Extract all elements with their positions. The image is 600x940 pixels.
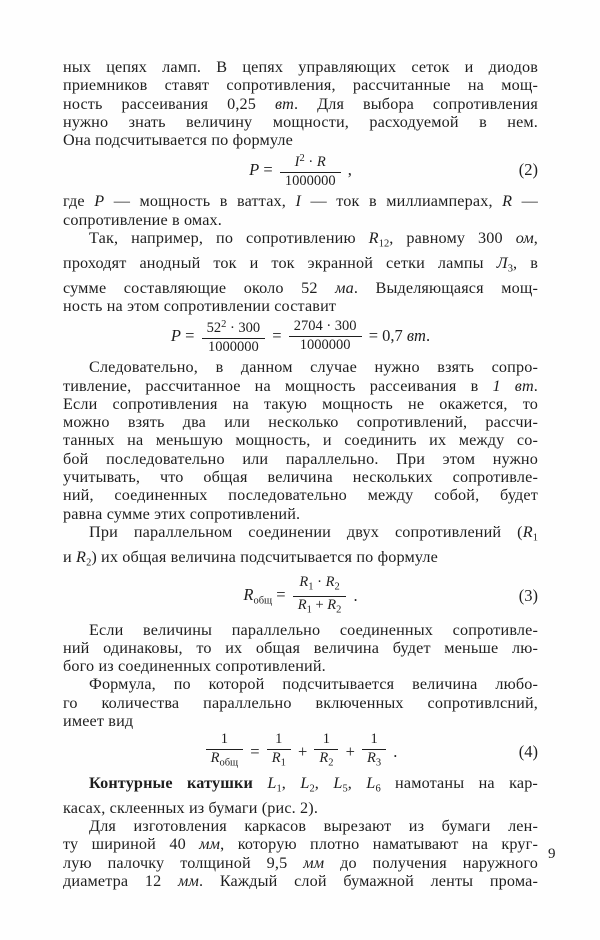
- italic-text: вт: [406, 326, 426, 346]
- formula-segment: [268, 326, 286, 346]
- italic-text: R: [297, 596, 307, 613]
- text: Для изготовления каркасов вырезают из бумаги лен-: [89, 816, 538, 835]
- subscript: общ: [253, 595, 273, 607]
- text: 1000000: [207, 338, 259, 355]
- italic-text: ом: [515, 229, 534, 248]
- italic-text: L: [333, 773, 343, 792]
- text: тивление, рассчитанное на мощность рассеивания в: [63, 376, 493, 395]
- text: намотаны на кар-: [380, 773, 538, 792]
- text-line: [63, 468, 538, 486]
- italic-text: R: [243, 585, 254, 605]
- text-line: [63, 712, 538, 730]
- subscript: 1: [280, 757, 286, 769]
- text: . Каждый слой бумажной ленты прома-: [198, 871, 538, 890]
- text: ность на этом сопротивлении составит: [63, 296, 337, 315]
- text-line: [63, 639, 538, 657]
- text: ность рассеивания 0,25: [63, 94, 275, 113]
- subscript: общ: [219, 757, 239, 769]
- text: +: [341, 741, 360, 761]
- fraction: [202, 317, 266, 355]
- text-line: [63, 254, 538, 279]
- subscript: 5: [342, 783, 348, 795]
- subscript: 12: [378, 238, 390, 250]
- subscript: 2: [309, 783, 315, 795]
- text: Формула, по которой подсчитывается величина любо-: [89, 675, 538, 694]
- subscript: 6: [375, 783, 381, 795]
- text: Если величины параллельно соединенных сопротивле-: [89, 620, 538, 639]
- text: и: [63, 547, 77, 566]
- fraction: [267, 732, 291, 771]
- text: ных цепях ламп. В цепях управляющих сеток и диодов: [63, 58, 538, 76]
- text-line: [63, 395, 538, 413]
- text: =: [259, 160, 277, 180]
- text-line: [63, 835, 538, 853]
- text-line: [63, 131, 538, 149]
- formula-segment: [246, 742, 264, 762]
- paragraph: [63, 523, 538, 573]
- text: +: [293, 741, 312, 761]
- text-line: [63, 211, 538, 229]
- paragraph: [63, 675, 538, 730]
- equation-number: (4): [518, 741, 538, 761]
- text: =: [272, 585, 290, 605]
- text: 1: [370, 731, 378, 748]
- fraction-numerator: [202, 317, 266, 339]
- text: ,: [343, 160, 352, 180]
- italic-text: мм: [303, 853, 325, 872]
- text: ний, соединенных последовательно между собой, будет: [63, 486, 538, 505]
- formula-segment: [294, 742, 312, 762]
- text-line: [63, 113, 538, 131]
- subscript: 2: [328, 757, 334, 769]
- text: ,: [314, 773, 334, 792]
- text: можно взять два или несколько сопротивлений, рассчи-: [63, 413, 538, 432]
- formula-segment: [249, 160, 277, 180]
- text: Если сопротивления на такую мощность не окажется, то: [63, 394, 538, 413]
- fraction: [289, 319, 362, 353]
- text: .: [533, 376, 538, 395]
- text: сопротивление в омах.: [63, 210, 222, 229]
- italic-text: R: [299, 573, 309, 590]
- text: проходят анодный ток и ток экранной сетки лампы: [63, 253, 497, 272]
- text: Она подсчитывается по формуле: [63, 131, 293, 150]
- text: го количества параллельно включенных сопротивлсний,: [63, 693, 538, 712]
- formula: [63, 317, 538, 355]
- text-line: [63, 358, 538, 376]
- formula-segment: [344, 160, 352, 180]
- text-line: [63, 76, 538, 94]
- italic-text: R: [316, 154, 326, 171]
- text-line: [63, 279, 538, 297]
- fraction-denominator: [206, 750, 244, 771]
- fraction-numerator: [314, 732, 338, 750]
- text: 1: [322, 731, 331, 748]
- formula: [63, 732, 538, 771]
- text-line: [63, 297, 538, 315]
- paragraph: [63, 229, 538, 315]
- text: = 0,7: [364, 326, 407, 346]
- equation-number: (3): [518, 586, 538, 606]
- text: . Выделяющаяся мощ-: [353, 278, 539, 297]
- text: +: [311, 596, 328, 613]
- italic-text: I: [294, 154, 300, 171]
- fraction-numerator: [280, 151, 341, 173]
- italic-text: L: [267, 773, 277, 792]
- italic-text: Л: [496, 253, 508, 272]
- fraction-denominator: [289, 337, 362, 354]
- superscript: 2: [221, 319, 227, 331]
- subscript: 3: [507, 263, 514, 275]
- subscript: 1: [532, 532, 538, 544]
- fraction-denominator: [267, 750, 291, 771]
- fraction-denominator: [293, 597, 347, 618]
- fraction-numerator: [289, 319, 362, 337]
- text: Следовательно, в данном случае нужно взять сопро-: [89, 358, 538, 377]
- italic-text: R: [325, 573, 335, 590]
- text-line: [63, 694, 538, 712]
- italic-text: R: [210, 749, 220, 766]
- text: .: [389, 741, 398, 761]
- text: ·: [304, 154, 317, 171]
- paragraph: [63, 817, 538, 890]
- text-line: [63, 192, 538, 210]
- text: — мощность в ваттах,: [104, 192, 296, 211]
- fraction-denominator: [280, 173, 341, 190]
- formula: [63, 575, 538, 618]
- text: 52: [206, 320, 222, 337]
- text: , которую плотно наматывают на круг-: [220, 835, 538, 854]
- fraction: [293, 575, 347, 618]
- text: , равному 300: [389, 229, 516, 248]
- text: . Для выбора сопротивления: [293, 94, 538, 113]
- fraction-denominator: [314, 750, 338, 771]
- text-line: [63, 377, 538, 395]
- fraction-numerator: [293, 575, 347, 597]
- text: диаметра 12: [63, 871, 179, 890]
- text: ·: [313, 573, 326, 590]
- text-line: [63, 854, 538, 872]
- text-line: [63, 523, 538, 548]
- formula-body: [249, 151, 352, 189]
- text: нужно знать величину мощности, расходуемой в нем.: [63, 112, 538, 131]
- text-line: [63, 774, 538, 799]
- italic-text: R: [319, 749, 329, 766]
- subscript: 1: [276, 783, 282, 795]
- fraction-numerator: [206, 732, 244, 750]
- subscript: 2: [336, 604, 342, 616]
- fraction: [280, 151, 341, 189]
- italic-text: P: [249, 160, 260, 180]
- paragraph: [63, 358, 538, 523]
- text: .: [425, 326, 431, 346]
- italic-text: ма: [335, 278, 354, 297]
- text: ний одинаковы, то их общая величина будет меньше лю-: [63, 638, 538, 657]
- superscript: 2: [299, 153, 305, 165]
- text: учитывать, что общая величина нескольких сопротивле-: [63, 468, 538, 487]
- text: 1: [220, 731, 228, 748]
- text: касах, склеенных из бумаги (рис. 2).: [63, 798, 319, 817]
- text: имеет вид: [63, 712, 134, 731]
- italic-text: P: [170, 326, 181, 346]
- text-line: [63, 505, 538, 523]
- text: =: [268, 326, 286, 346]
- subscript: 2: [86, 557, 92, 569]
- text-line: [63, 548, 538, 573]
- text: до получения наружного: [324, 853, 538, 872]
- italic-text: L: [300, 773, 310, 792]
- fraction: [314, 732, 338, 771]
- subscript: 1: [306, 604, 312, 616]
- fraction-denominator: [202, 339, 266, 356]
- fraction-numerator: [267, 732, 291, 750]
- italic-text: R: [76, 547, 87, 566]
- text: 2704 · 300: [293, 318, 357, 335]
- text: танных на меньшую мощность, и соединить их между со-: [63, 431, 538, 450]
- formula-segment: [365, 326, 431, 346]
- paragraph: [63, 774, 538, 817]
- text-line: [63, 431, 538, 449]
- text-line: [63, 58, 538, 76]
- text-line: [63, 229, 538, 254]
- italic-text: мм: [199, 835, 221, 854]
- text: ,: [281, 773, 301, 792]
- italic-text: 1 вт: [492, 376, 534, 395]
- formula-segment: [171, 326, 199, 346]
- italic-text: L: [366, 773, 376, 792]
- text: =: [246, 741, 264, 761]
- italic-text: R: [271, 749, 281, 766]
- fraction-numerator: [362, 732, 386, 750]
- text: бой последовательно или параллельно. При этом нужно: [63, 449, 538, 468]
- text: приемников ставят сопротивления, рассчитанные на мощ-: [63, 76, 538, 95]
- text: ,: [347, 773, 367, 792]
- subscript: 3: [375, 757, 382, 769]
- text: Так, например, по сопротивлению: [89, 229, 369, 248]
- text-line: [63, 872, 538, 890]
- formula-segment: [341, 742, 359, 762]
- equation-number: (2): [518, 160, 538, 180]
- text: 1000000: [299, 336, 351, 353]
- formula-body: [171, 317, 430, 355]
- text: —: [512, 192, 538, 211]
- italic-text: вт: [274, 94, 294, 113]
- page-number: 9: [548, 846, 556, 862]
- text: бого из соединенных сопротивлений.: [63, 657, 326, 676]
- text-line: [63, 621, 538, 639]
- italic-text: R: [327, 596, 337, 613]
- text: 1: [275, 731, 283, 748]
- text: · 300: [226, 320, 261, 337]
- text-line: [63, 657, 538, 675]
- text-line: [63, 450, 538, 468]
- paragraph: [63, 192, 538, 229]
- text-line: [63, 817, 538, 835]
- text-line: [63, 799, 538, 817]
- text: где: [63, 192, 95, 211]
- paragraph: [63, 621, 538, 676]
- italic-text: R: [522, 522, 533, 541]
- text: равна сумме этих сопротивлений.: [63, 504, 301, 523]
- text: — ток в миллиамперах,: [301, 192, 503, 211]
- subscript: 2: [334, 581, 340, 593]
- formula-segment: [389, 742, 397, 762]
- text: лую палочку толщиной 9,5: [63, 853, 304, 872]
- formula: [63, 151, 538, 189]
- text: .: [349, 586, 358, 606]
- italic-text: мм: [178, 871, 199, 890]
- italic-text: P: [94, 192, 105, 211]
- fraction-denominator: [362, 750, 386, 771]
- fraction: [206, 732, 244, 771]
- formula-body: [204, 732, 398, 771]
- formula-segment: [243, 585, 289, 607]
- text-line: [63, 486, 538, 504]
- text: =: [181, 326, 199, 346]
- text: 1000000: [284, 172, 336, 189]
- subscript: 1: [308, 581, 314, 593]
- text-line: [63, 95, 538, 113]
- text-block: [63, 58, 538, 890]
- text: ) их общая величина подсчитывается по формуле: [91, 547, 438, 566]
- italic-text: R: [368, 229, 379, 248]
- text: сумме составляющие около 52: [63, 278, 336, 297]
- text-line: [63, 413, 538, 431]
- text: , в: [513, 253, 539, 272]
- text: ,: [533, 229, 538, 248]
- italic-text: R: [367, 749, 376, 766]
- bold-text: Контурные катушки: [89, 773, 268, 792]
- formula-body: [243, 575, 357, 618]
- formula-segment: [349, 586, 357, 606]
- text: ту шириной 40: [63, 835, 200, 854]
- fraction: [362, 732, 386, 771]
- italic-text: R: [502, 192, 513, 211]
- italic-text: I: [295, 192, 301, 211]
- paragraph: [63, 58, 538, 149]
- text-line: [63, 675, 538, 693]
- text: При параллельном соединении двух сопротивлений (: [89, 522, 523, 541]
